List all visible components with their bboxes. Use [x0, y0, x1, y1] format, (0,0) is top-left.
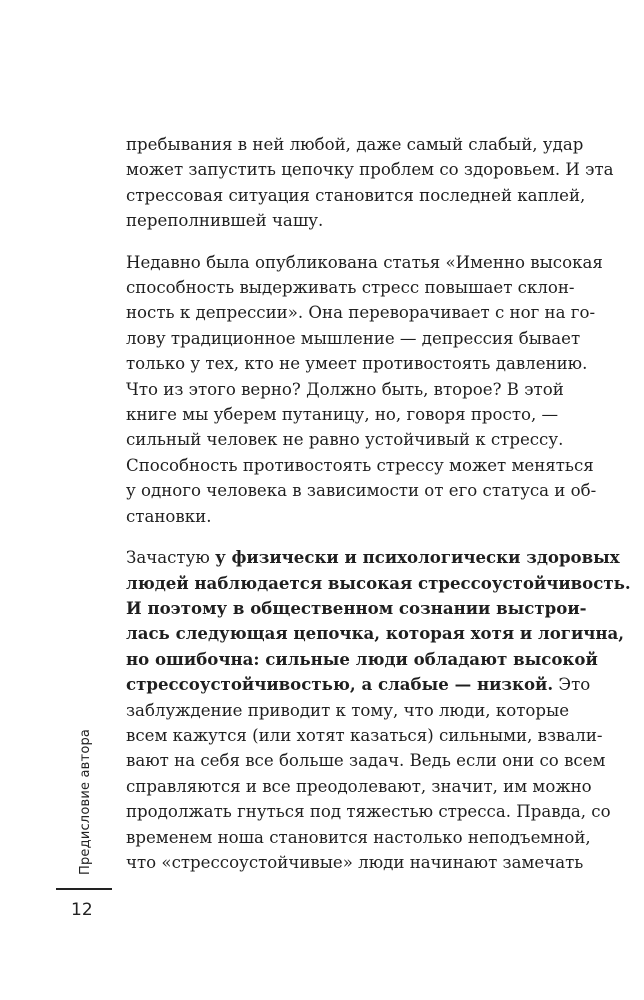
text-run: Это: [553, 675, 591, 695]
text-line: становки.: [126, 506, 212, 526]
footer-rule: [56, 888, 112, 890]
text-line: только у тех, кто не умеет противостоять давлению.: [126, 354, 588, 374]
text-run: Зачастую: [126, 548, 216, 568]
text-line: может запустить цепочку проблем со здоровьем. И эта: [126, 160, 614, 180]
text-line: пребывания в ней любой, даже самый слабый, удар: [126, 135, 584, 154]
text-line: вают на себя все больше задач. Ведь если они со всем: [126, 751, 606, 771]
bold-text-line: лась следующая цепочка, которая хотя и логична,: [126, 623, 625, 644]
text-line: у одного человека в зависимости от его статуса и об-: [126, 481, 597, 501]
bold-text-line: И поэтому в общественном сознании выстрои-: [126, 597, 587, 618]
text-line: Недавно была опубликована статья «Именно высокая: [126, 252, 603, 272]
text-line-mixed: [126, 672, 591, 697]
text-line: временем ноша становится настолько неподъемной,: [126, 827, 591, 847]
bold-text-run: у физически и психологически здоровых: [215, 547, 620, 568]
text-line: продолжать гнуться под тяжестью стресса. Правда, со: [126, 802, 611, 822]
text-line: книге мы уберем путаницу, но, говоря просто, —: [126, 405, 559, 425]
paragraph-2: [126, 250, 603, 529]
body-text: [126, 132, 631, 875]
text-line: Что из этого верно? Должно быть, второе? В этой: [126, 379, 564, 399]
bold-text-line: но ошибочна: сильные люди обладают высокой: [126, 648, 598, 669]
text-line: заблуждение приводит к тому, что люди, которые: [126, 700, 570, 720]
text-line: сильный человек не равно устойчивый к стрессу.: [126, 430, 564, 450]
bold-text-line: людей наблюдается высокая стрессоустойчивость.: [126, 572, 631, 593]
bold-text-run: стрессоустойчивостью, а слабые — низкой.: [126, 674, 554, 695]
paragraph-1: [126, 132, 614, 234]
text-line: что «стрессоустойчивые» люди начинают замечать: [126, 852, 584, 872]
text-line: лову традиционное мышление — депрессия бывает: [126, 328, 581, 348]
text-line: способность выдерживать стресс повышает склон-: [126, 278, 575, 298]
text-line: переполнившей чашу.: [126, 211, 324, 231]
text-line: стрессовая ситуация становится последней каплей,: [126, 185, 586, 205]
text-line: Способность противостоять стрессу может меняться: [126, 455, 594, 475]
text-line: справляются и все преодолевают, значит, им можно: [126, 776, 592, 796]
text-line: всем кажутся (или хотят казаться) сильными, взвали-: [126, 725, 603, 745]
page-number: 12: [71, 900, 93, 920]
text-line-mixed: [126, 545, 620, 570]
running-head: Предисловие автора: [78, 728, 93, 875]
text-line: ность к депрессии». Она переворачивает с ног на го-: [126, 303, 596, 323]
paragraph-3: [126, 545, 631, 875]
